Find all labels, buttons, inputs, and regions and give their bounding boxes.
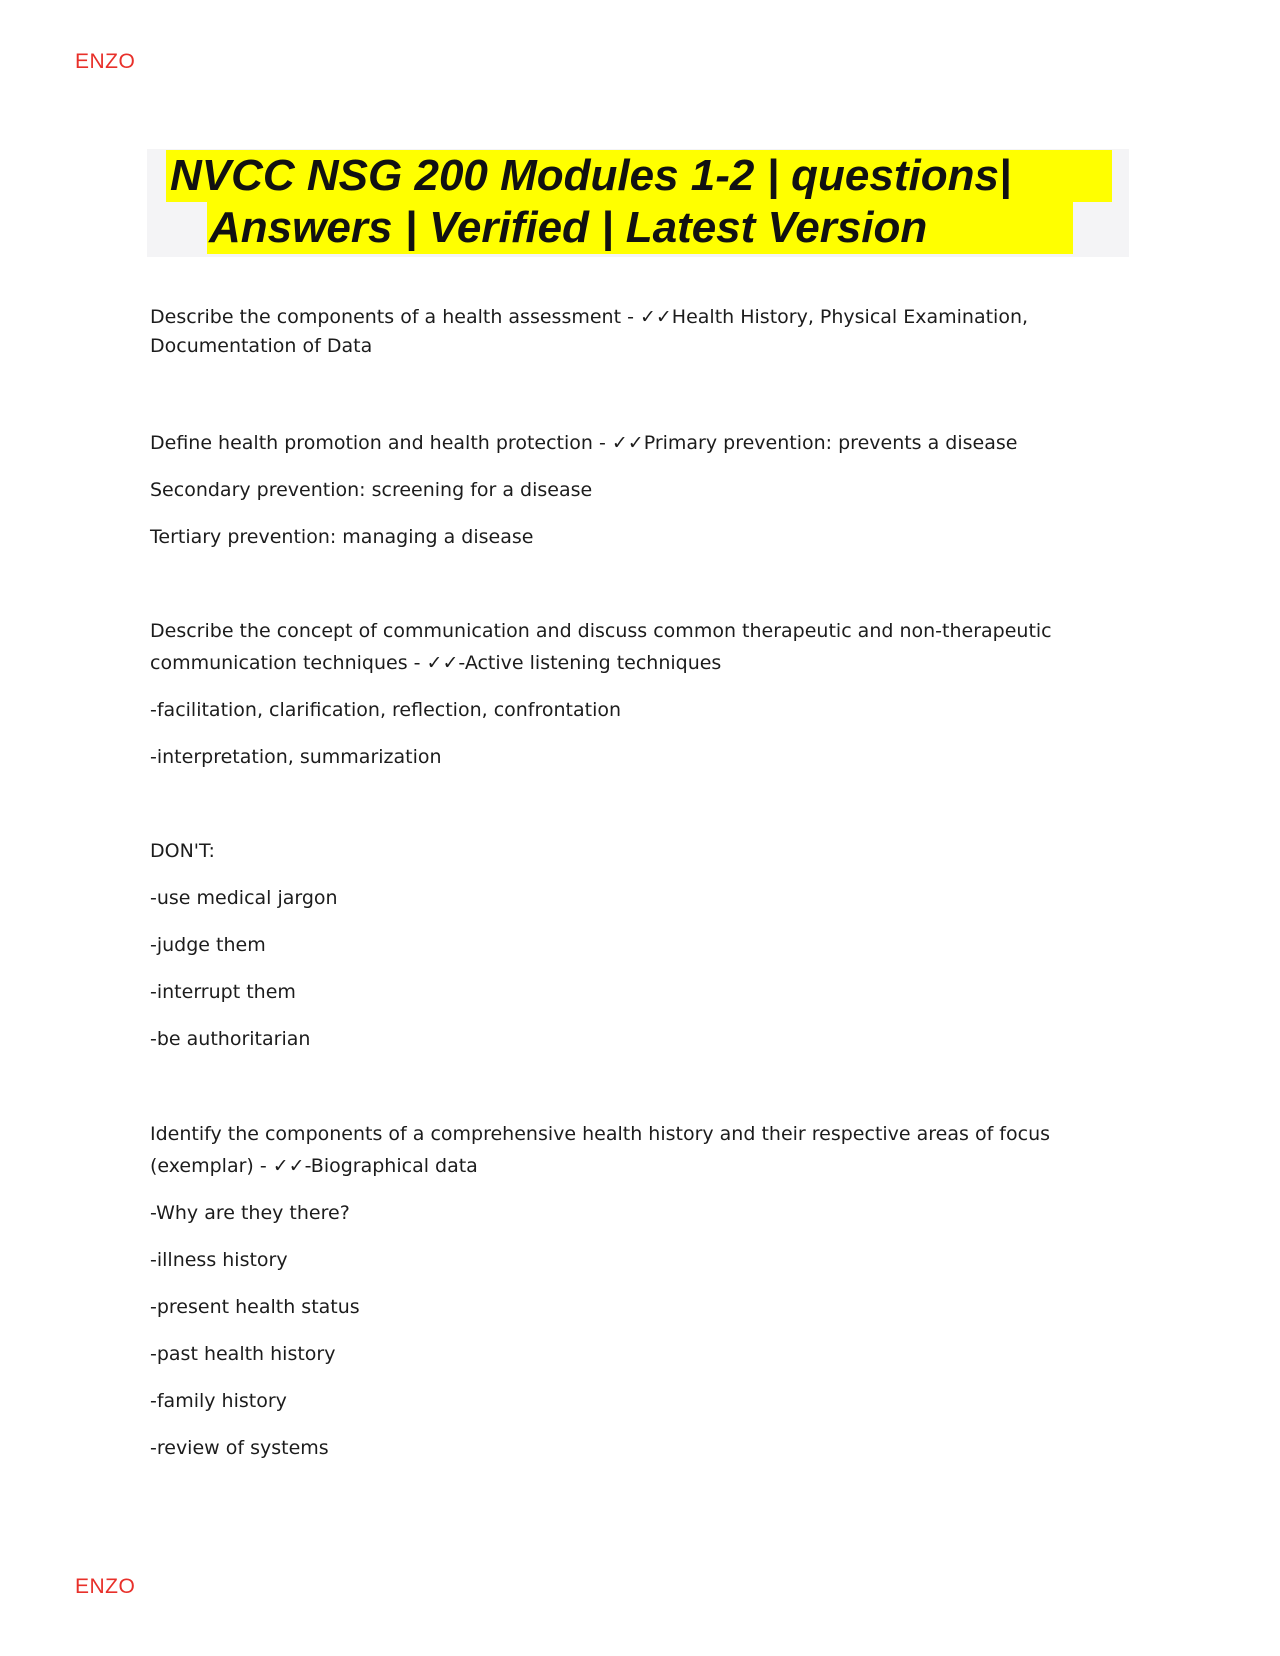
answer-line: -family history bbox=[150, 1390, 287, 1412]
answer-line: -interpretation, summarization bbox=[150, 746, 442, 768]
document-title-line-2: Answers | Verified | Latest Version bbox=[207, 202, 1073, 254]
watermark-bottom: ENZO bbox=[75, 1575, 136, 1598]
answer-line: Tertiary prevention: managing a disease bbox=[150, 526, 534, 548]
question-4-text: Identify the components of a comprehensive health history and their respective areas of focus bbox=[150, 1123, 1051, 1145]
watermark-top: ENZO bbox=[75, 50, 136, 73]
answer-line: -use medical jargon bbox=[150, 887, 338, 909]
question-1-text-cont: Documentation of Data bbox=[150, 335, 373, 357]
document-title-line-1: NVCC NSG 200 Modules 1-2 | questions| bbox=[166, 150, 1112, 202]
answer-line: -Why are they there? bbox=[150, 1202, 350, 1224]
question-3-text-cont: communication techniques - ✓✓-Active listening techniques bbox=[150, 652, 722, 674]
answer-line: Secondary prevention: screening for a disease bbox=[150, 479, 593, 501]
answer-line: -review of systems bbox=[150, 1437, 329, 1459]
answer-line: -past health history bbox=[150, 1343, 336, 1365]
answer-line: -interrupt them bbox=[150, 981, 296, 1003]
question-3-text: Describe the concept of communication and discuss common therapeutic and non-therapeutic bbox=[150, 620, 1052, 642]
question-2-text: Define health promotion and health protection - ✓✓Primary prevention: prevents a disease bbox=[150, 432, 1018, 454]
question-4-text-cont: (exemplar) - ✓✓-Biographical data bbox=[150, 1155, 478, 1177]
answer-line: -present health status bbox=[150, 1296, 360, 1318]
answer-heading: DON'T: bbox=[150, 840, 215, 862]
question-1-text: Describe the components of a health assessment - ✓✓Health History, Physical Examination, bbox=[150, 306, 1029, 328]
answer-line: -facilitation, clarification, reflection, confrontation bbox=[150, 699, 622, 721]
answer-line: -be authoritarian bbox=[150, 1028, 311, 1050]
answer-line: -illness history bbox=[150, 1249, 288, 1271]
answer-line: -judge them bbox=[150, 934, 266, 956]
